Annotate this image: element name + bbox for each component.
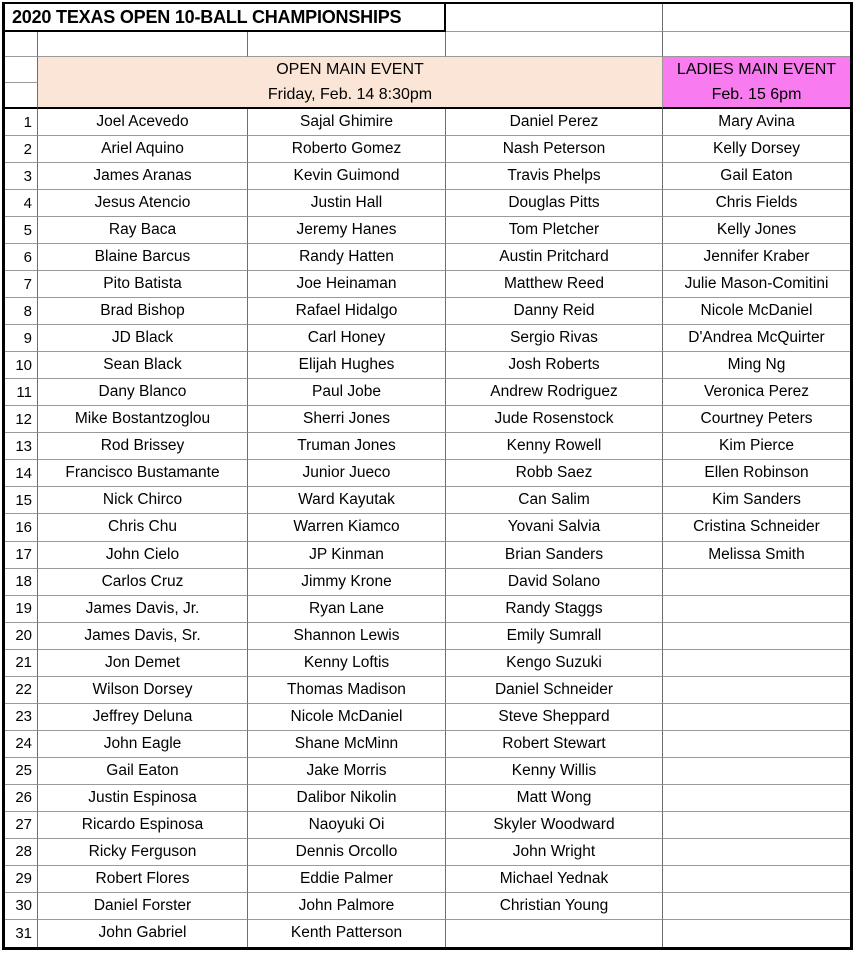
ladies-player-cell bbox=[663, 596, 850, 623]
ladies-player-cell: Ellen Robinson bbox=[663, 460, 850, 487]
empty-cell bbox=[663, 32, 850, 57]
ladies-player-cell: Veronica Perez bbox=[663, 379, 850, 406]
row-number-cell: 21 bbox=[5, 650, 38, 677]
ladies-player-cell: Ming Ng bbox=[663, 352, 850, 379]
open-player-cell: Dany Blanco bbox=[38, 379, 248, 406]
empty-cell bbox=[5, 83, 38, 109]
open-player-cell: Daniel Forster bbox=[38, 893, 248, 920]
open-event-title: OPEN MAIN EVENT bbox=[276, 61, 424, 78]
open-player-cell: Can Salim bbox=[446, 487, 663, 514]
open-event-schedule: Friday, Feb. 14 8:30pm bbox=[267, 86, 433, 103]
ladies-player-cell: Cristina Schneider bbox=[663, 514, 850, 541]
row-number-cell: 14 bbox=[5, 460, 38, 487]
open-player-cell: Ryan Lane bbox=[248, 596, 446, 623]
open-player-cell: Shannon Lewis bbox=[248, 623, 446, 650]
ladies-player-cell bbox=[663, 731, 850, 758]
open-player-cell: Robb Saez bbox=[446, 460, 663, 487]
row-number-cell: 13 bbox=[5, 433, 38, 460]
open-player-cell: Dalibor Nikolin bbox=[248, 785, 446, 812]
open-player-cell: John Eagle bbox=[38, 731, 248, 758]
ladies-player-cell: D'Andrea McQuirter bbox=[663, 325, 850, 352]
open-player-cell: John Wright bbox=[446, 839, 663, 866]
row-number-cell: 23 bbox=[5, 704, 38, 731]
row-number-cell: 28 bbox=[5, 839, 38, 866]
ladies-player-cell bbox=[663, 785, 850, 812]
open-player-cell: Kenny Loftis bbox=[248, 650, 446, 677]
open-player-cell: Jon Demet bbox=[38, 650, 248, 677]
ladies-player-cell: Kim Pierce bbox=[663, 433, 850, 460]
open-player-cell: Sajal Ghimire bbox=[248, 109, 446, 136]
open-player-cell: Roberto Gomez bbox=[248, 136, 446, 163]
open-player-cell: Kenth Patterson bbox=[248, 920, 446, 947]
open-player-cell: Jimmy Krone bbox=[248, 569, 446, 596]
open-player-cell: Nicole McDaniel bbox=[248, 704, 446, 731]
ladies-player-cell bbox=[663, 893, 850, 920]
open-player-cell: Shane McMinn bbox=[248, 731, 446, 758]
row-number-cell: 20 bbox=[5, 623, 38, 650]
open-player-cell: Ricardo Espinosa bbox=[38, 812, 248, 839]
row-number-cell: 17 bbox=[5, 542, 38, 569]
open-player-cell: Josh Roberts bbox=[446, 352, 663, 379]
open-player-cell: Sherri Jones bbox=[248, 406, 446, 433]
ladies-player-cell: Gail Eaton bbox=[663, 163, 850, 190]
row-number-cell: 6 bbox=[5, 244, 38, 271]
open-player-cell: Jeffrey Deluna bbox=[38, 704, 248, 731]
open-event-banner bbox=[38, 57, 663, 109]
empty-cell bbox=[446, 32, 663, 57]
ladies-player-cell bbox=[663, 866, 850, 893]
row-number-cell: 15 bbox=[5, 487, 38, 514]
open-player-cell: Christian Young bbox=[446, 893, 663, 920]
ladies-player-cell bbox=[663, 569, 850, 596]
open-player-cell: Naoyuki Oi bbox=[248, 812, 446, 839]
ladies-player-cell: Mary Avina bbox=[663, 109, 850, 136]
ladies-player-cell bbox=[663, 677, 850, 704]
open-player-cell: Pito Batista bbox=[38, 271, 248, 298]
open-player-cell: Emily Sumrall bbox=[446, 623, 663, 650]
open-player-cell: JP Kinman bbox=[248, 542, 446, 569]
open-player-cell: Rod Brissey bbox=[38, 433, 248, 460]
ladies-player-cell bbox=[663, 758, 850, 785]
open-player-cell: Gail Eaton bbox=[38, 758, 248, 785]
open-player-cell: Kenny Rowell bbox=[446, 433, 663, 460]
ladies-player-cell: Kelly Dorsey bbox=[663, 136, 850, 163]
open-player-cell: Randy Hatten bbox=[248, 244, 446, 271]
row-number-cell: 30 bbox=[5, 893, 38, 920]
row-number-cell: 5 bbox=[5, 217, 38, 244]
row-number-cell: 7 bbox=[5, 271, 38, 298]
row-number-cell: 18 bbox=[5, 569, 38, 596]
open-player-cell: John Cielo bbox=[38, 542, 248, 569]
ladies-player-cell: Kim Sanders bbox=[663, 487, 850, 514]
ladies-player-cell: Courtney Peters bbox=[663, 406, 850, 433]
open-player-cell bbox=[446, 920, 663, 947]
open-player-cell: Junior Jueco bbox=[248, 460, 446, 487]
open-player-cell: Danny Reid bbox=[446, 298, 663, 325]
open-player-cell: Ariel Aquino bbox=[38, 136, 248, 163]
open-player-cell: Wilson Dorsey bbox=[38, 677, 248, 704]
open-player-cell: Chris Chu bbox=[38, 514, 248, 541]
empty-cell bbox=[446, 4, 663, 32]
open-player-cell: Jeremy Hanes bbox=[248, 217, 446, 244]
open-player-cell: Francisco Bustamante bbox=[38, 460, 248, 487]
open-player-cell: Tom Pletcher bbox=[446, 217, 663, 244]
row-number-cell: 31 bbox=[5, 920, 38, 947]
open-player-cell: Daniel Schneider bbox=[446, 677, 663, 704]
row-number-cell: 1 bbox=[5, 109, 38, 136]
row-number-cell: 9 bbox=[5, 325, 38, 352]
open-player-cell: Carlos Cruz bbox=[38, 569, 248, 596]
open-player-cell: John Gabriel bbox=[38, 920, 248, 947]
open-player-cell: Joe Heinaman bbox=[248, 271, 446, 298]
open-player-cell: Nash Peterson bbox=[446, 136, 663, 163]
open-player-cell: Jude Rosenstock bbox=[446, 406, 663, 433]
row-number-cell: 3 bbox=[5, 163, 38, 190]
open-player-cell: Steve Sheppard bbox=[446, 704, 663, 731]
empty-cell bbox=[5, 57, 38, 83]
row-number-cell: 27 bbox=[5, 812, 38, 839]
row-number-cell: 2 bbox=[5, 136, 38, 163]
open-player-cell: Carl Honey bbox=[248, 325, 446, 352]
open-player-cell: Brian Sanders bbox=[446, 542, 663, 569]
page-title: 2020 TEXAS OPEN 10-BALL CHAMPIONSHIPS bbox=[5, 4, 446, 32]
open-player-cell: James Davis, Sr. bbox=[38, 623, 248, 650]
open-player-cell: Michael Yednak bbox=[446, 866, 663, 893]
open-player-cell: Douglas Pitts bbox=[446, 190, 663, 217]
row-number-cell: 25 bbox=[5, 758, 38, 785]
row-number-cell: 19 bbox=[5, 596, 38, 623]
open-player-cell: Ricky Ferguson bbox=[38, 839, 248, 866]
open-player-cell: Justin Espinosa bbox=[38, 785, 248, 812]
empty-cell bbox=[38, 32, 248, 57]
row-number-cell: 22 bbox=[5, 677, 38, 704]
open-player-cell: Warren Kiamco bbox=[248, 514, 446, 541]
ladies-player-cell bbox=[663, 839, 850, 866]
open-player-cell: Kengo Suzuki bbox=[446, 650, 663, 677]
ladies-event-schedule: Feb. 15 6pm bbox=[711, 86, 802, 103]
open-player-cell: Mike Bostantzoglou bbox=[38, 406, 248, 433]
open-player-cell: James Aranas bbox=[38, 163, 248, 190]
open-player-cell: Ray Baca bbox=[38, 217, 248, 244]
open-player-cell: Elijah Hughes bbox=[248, 352, 446, 379]
empty-cell bbox=[5, 32, 38, 57]
open-player-cell: James Davis, Jr. bbox=[38, 596, 248, 623]
ladies-player-cell: Julie Mason-Comitini bbox=[663, 271, 850, 298]
ladies-event-banner bbox=[663, 57, 850, 109]
open-player-cell: Joel Acevedo bbox=[38, 109, 248, 136]
row-number-cell: 26 bbox=[5, 785, 38, 812]
open-player-cell: John Palmore bbox=[248, 893, 446, 920]
ladies-player-cell bbox=[663, 623, 850, 650]
open-player-cell: Jesus Atencio bbox=[38, 190, 248, 217]
ladies-player-cell: Chris Fields bbox=[663, 190, 850, 217]
open-player-cell: Travis Phelps bbox=[446, 163, 663, 190]
open-player-cell: Daniel Perez bbox=[446, 109, 663, 136]
ladies-player-cell: Jennifer Kraber bbox=[663, 244, 850, 271]
open-player-cell: Matthew Reed bbox=[446, 271, 663, 298]
row-number-cell: 29 bbox=[5, 866, 38, 893]
open-player-cell: Brad Bishop bbox=[38, 298, 248, 325]
ladies-player-cell bbox=[663, 704, 850, 731]
roster-table bbox=[2, 2, 853, 950]
open-player-cell: Yovani Salvia bbox=[446, 514, 663, 541]
ladies-player-cell bbox=[663, 920, 850, 947]
open-player-cell: Justin Hall bbox=[248, 190, 446, 217]
open-player-cell: Kenny Willis bbox=[446, 758, 663, 785]
row-number-cell: 10 bbox=[5, 352, 38, 379]
open-player-cell: Nick Chirco bbox=[38, 487, 248, 514]
open-player-cell: Andrew Rodriguez bbox=[446, 379, 663, 406]
open-player-cell: Ward Kayutak bbox=[248, 487, 446, 514]
row-number-cell: 4 bbox=[5, 190, 38, 217]
open-player-cell: Rafael Hidalgo bbox=[248, 298, 446, 325]
open-player-cell: Thomas Madison bbox=[248, 677, 446, 704]
open-player-cell: JD Black bbox=[38, 325, 248, 352]
empty-cell bbox=[248, 32, 446, 57]
ladies-player-cell bbox=[663, 812, 850, 839]
open-player-cell: Randy Staggs bbox=[446, 596, 663, 623]
open-player-cell: Robert Stewart bbox=[446, 731, 663, 758]
row-number-cell: 12 bbox=[5, 406, 38, 433]
open-player-cell: Sean Black bbox=[38, 352, 248, 379]
row-number-cell: 11 bbox=[5, 379, 38, 406]
row-number-cell: 8 bbox=[5, 298, 38, 325]
open-player-cell: Eddie Palmer bbox=[248, 866, 446, 893]
open-player-cell: Matt Wong bbox=[446, 785, 663, 812]
open-player-cell: Sergio Rivas bbox=[446, 325, 663, 352]
open-player-cell: Kevin Guimond bbox=[248, 163, 446, 190]
ladies-player-cell: Nicole McDaniel bbox=[663, 298, 850, 325]
open-player-cell: Truman Jones bbox=[248, 433, 446, 460]
open-player-cell: Blaine Barcus bbox=[38, 244, 248, 271]
open-player-cell: Dennis Orcollo bbox=[248, 839, 446, 866]
open-player-cell: Skyler Woodward bbox=[446, 812, 663, 839]
empty-cell bbox=[663, 4, 850, 32]
open-player-cell: Jake Morris bbox=[248, 758, 446, 785]
ladies-event-title: LADIES MAIN EVENT bbox=[676, 61, 837, 78]
open-player-cell: David Solano bbox=[446, 569, 663, 596]
open-player-cell: Paul Jobe bbox=[248, 379, 446, 406]
ladies-player-cell bbox=[663, 650, 850, 677]
ladies-player-cell: Melissa Smith bbox=[663, 542, 850, 569]
open-player-cell: Robert Flores bbox=[38, 866, 248, 893]
ladies-player-cell: Kelly Jones bbox=[663, 217, 850, 244]
row-number-cell: 24 bbox=[5, 731, 38, 758]
open-player-cell: Austin Pritchard bbox=[446, 244, 663, 271]
row-number-cell: 16 bbox=[5, 514, 38, 541]
